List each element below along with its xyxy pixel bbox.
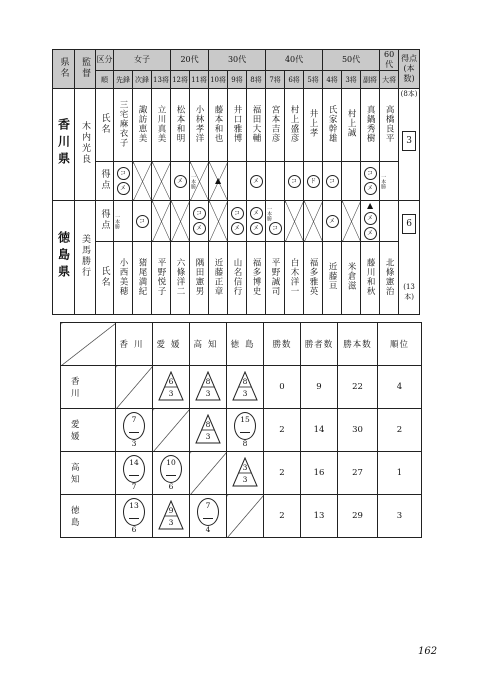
rank-cell: 3 xyxy=(378,495,422,538)
wins-value: 10 xyxy=(166,457,176,467)
player-name: 村上盛彦 xyxy=(289,104,300,143)
position-header: 6将 xyxy=(285,71,304,89)
kagawa-manager: 木内光良 xyxy=(75,89,96,201)
player-name: 北條憲治 xyxy=(384,257,395,296)
win-circle xyxy=(123,412,145,448)
result-cell xyxy=(227,409,264,452)
player-name: 猪尾満紀 xyxy=(137,257,147,296)
points-cell: 27 xyxy=(338,452,378,495)
player-name-cell xyxy=(133,242,152,315)
rank-cell: 1 xyxy=(378,452,422,495)
group-header: 50代 xyxy=(323,50,380,71)
player-name-cell xyxy=(114,242,133,315)
win-circle xyxy=(123,498,145,534)
player-name-cell xyxy=(285,242,304,315)
player-name: 小西美穂 xyxy=(118,257,128,296)
score-mark-cell xyxy=(247,162,266,201)
player-name: 平野誠司 xyxy=(270,257,281,296)
score-mark-cell xyxy=(380,201,399,242)
position-header: 大将 xyxy=(380,71,399,89)
team-name: 高知 xyxy=(61,452,116,495)
group-header: 20代 xyxy=(171,50,209,71)
points-value: 4 xyxy=(205,524,211,534)
waza-mark: コ xyxy=(193,207,206,220)
winners-cell: 9 xyxy=(301,366,338,409)
wins-value: 8 xyxy=(242,376,248,386)
score-mark-cell xyxy=(114,201,133,242)
win-circle xyxy=(123,455,145,491)
player-name-cell xyxy=(342,89,361,162)
position-header: 12将 xyxy=(171,71,190,89)
waza-mark: メ xyxy=(117,182,130,195)
waza-mark: コ xyxy=(288,175,301,188)
group-header: 40代 xyxy=(266,50,323,71)
corner-cell xyxy=(61,323,116,366)
points-cell: 29 xyxy=(338,495,378,538)
column-header: 高知 xyxy=(190,323,227,366)
player-name-cell xyxy=(152,242,171,315)
score-mark-cell xyxy=(171,201,190,242)
group-header: 60代 xyxy=(380,50,399,71)
team-name: 香川 xyxy=(61,366,116,409)
result-cell xyxy=(190,495,227,538)
points-value: 3 xyxy=(205,388,211,398)
column-header: 勝者数 xyxy=(301,323,338,366)
player-name-cell xyxy=(380,89,399,162)
player-name: 福多博史 xyxy=(251,257,262,296)
score-mark-cell xyxy=(171,162,190,201)
waza-mark: メ xyxy=(193,222,206,235)
waza-mark: メ xyxy=(250,175,263,188)
player-name: 藤川和秋 xyxy=(365,257,376,296)
player-name: 藤本和也 xyxy=(213,104,224,143)
score-mark-cell xyxy=(361,162,380,201)
column-header: 勝本数 xyxy=(338,323,378,366)
waza-mark: メ xyxy=(231,222,244,235)
points-value: 3 xyxy=(168,517,174,527)
player-name-cell xyxy=(361,89,380,162)
player-name: 白木洋一 xyxy=(289,257,300,296)
rank-cell: 4 xyxy=(378,366,422,409)
result-cell xyxy=(116,409,153,452)
team-total-cell xyxy=(399,201,420,315)
position-header: 次鋒 xyxy=(133,71,152,89)
position-header: 13将 xyxy=(152,71,171,89)
waza-mark: コ xyxy=(326,175,339,188)
score-label: 得点 xyxy=(96,162,114,201)
column-header: 順位 xyxy=(378,323,422,366)
result-cell xyxy=(116,366,153,409)
score-mark-cell xyxy=(342,201,361,242)
fraction-line xyxy=(166,475,176,476)
wins-value: 6 xyxy=(168,376,174,386)
result-cell xyxy=(227,495,264,538)
wins-value: 9 xyxy=(168,505,174,515)
wins-value: 7 xyxy=(131,414,137,424)
column-header: 徳島 xyxy=(227,323,264,366)
result-cell xyxy=(190,409,227,452)
waza-mark: コ xyxy=(136,215,149,228)
wins-cell: 0 xyxy=(264,366,301,409)
score-mark-cell xyxy=(133,162,152,201)
fraction-line xyxy=(240,432,250,433)
winners-cell: 13 xyxy=(301,495,338,538)
honsu-count: (8本) xyxy=(400,90,418,98)
team-points: 6 xyxy=(402,214,416,234)
player-name-cell xyxy=(323,89,342,162)
player-name-cell xyxy=(114,89,133,162)
player-name-cell xyxy=(361,242,380,315)
player-name-cell xyxy=(190,242,209,315)
loss-triangle xyxy=(158,371,184,401)
ippon-win-note: 一本勝 xyxy=(114,213,120,229)
group-header: 女子 xyxy=(114,50,171,71)
points-value: 3 xyxy=(242,388,248,398)
position-header: 8将 xyxy=(247,71,266,89)
position-header: 4将 xyxy=(323,71,342,89)
column-header: 香川 xyxy=(116,323,153,366)
score-mark-cell xyxy=(209,162,228,201)
loss-triangle xyxy=(195,371,221,401)
win-circle xyxy=(160,455,182,491)
result-cell xyxy=(153,495,190,538)
position-header: 11将 xyxy=(190,71,209,89)
player-name-cell xyxy=(285,89,304,162)
points-value: 7 xyxy=(131,481,137,491)
player-name: 高橋良平 xyxy=(384,104,395,143)
player-name-cell xyxy=(209,89,228,162)
player-name: 村上誠 xyxy=(346,109,357,138)
winners-cell: 16 xyxy=(301,452,338,495)
fraction-line xyxy=(203,518,213,519)
player-name: 真鍋秀樹 xyxy=(365,104,376,143)
wins-value: 8 xyxy=(205,376,211,386)
player-name-cell xyxy=(304,89,323,162)
win-circle xyxy=(234,412,256,448)
player-name: 平野悦子 xyxy=(156,257,167,296)
score-mark-cell xyxy=(304,162,323,201)
winners-cell: 14 xyxy=(301,409,338,452)
score-mark-cell xyxy=(228,201,247,242)
score-mark-cell xyxy=(247,201,266,242)
standings-row xyxy=(61,495,422,538)
points-cell: 30 xyxy=(338,409,378,452)
score-label: 得点 xyxy=(96,201,114,242)
ippon-win-note: 一本勝 xyxy=(380,173,387,189)
tokushima-prefecture: 徳島県 xyxy=(53,201,75,315)
points-value: 6 xyxy=(168,481,174,491)
player-name: 立川真美 xyxy=(156,104,167,143)
score-mark-cell xyxy=(323,162,342,201)
column-header: 愛媛 xyxy=(153,323,190,366)
player-name: 近藤亘 xyxy=(327,262,338,291)
player-name: 山名信行 xyxy=(232,257,243,296)
player-name-cell xyxy=(266,89,285,162)
score-mark-cell xyxy=(114,162,133,201)
waza-mark: メ xyxy=(364,227,377,240)
score-mark-cell xyxy=(190,201,209,242)
division-header: 区分 xyxy=(96,50,114,71)
fraction-line xyxy=(129,475,139,476)
wins-value: 8 xyxy=(205,419,211,429)
waza-mark: メ xyxy=(250,222,263,235)
fraction-line xyxy=(129,518,139,519)
player-name: 氏家幹雄 xyxy=(327,104,338,143)
player-name-cell xyxy=(342,242,361,315)
score-mark-cell xyxy=(209,201,228,242)
waza-mark: コ xyxy=(231,207,244,220)
score-mark-cell xyxy=(266,162,285,201)
score-mark-cell xyxy=(323,201,342,242)
player-name-cell xyxy=(380,242,399,315)
honsu-count: (13本) xyxy=(403,282,415,301)
position-header: 副将 xyxy=(361,71,380,89)
result-cell xyxy=(227,366,264,409)
player-name-cell xyxy=(228,242,247,315)
page-number: 162 xyxy=(418,646,438,657)
result-cell xyxy=(190,452,227,495)
score-mark-cell xyxy=(342,162,361,201)
points-value: 3 xyxy=(168,388,174,398)
waza-mark: メ xyxy=(250,207,263,220)
position-header: 先鋒 xyxy=(114,71,133,89)
player-name-cell xyxy=(266,242,285,315)
wins-value: 3 xyxy=(242,462,248,472)
win-circle xyxy=(197,498,219,534)
waza-mark: メ xyxy=(364,182,377,195)
team-name: 愛媛 xyxy=(61,409,116,452)
score-mark-cell xyxy=(285,162,304,201)
name-label: 氏名 xyxy=(96,242,114,315)
waza-mark: ド xyxy=(307,175,320,188)
player-name-cell xyxy=(304,242,323,315)
wins-cell: 2 xyxy=(264,495,301,538)
player-name-cell xyxy=(247,242,266,315)
standings-table xyxy=(60,322,422,538)
player-name-cell xyxy=(190,89,209,162)
waza-mark: メ xyxy=(326,215,339,228)
player-name-cell xyxy=(209,242,228,315)
points-value: 3 xyxy=(131,438,137,448)
ippon-win-note: 一本勝 xyxy=(190,173,197,189)
decision-triangle: ▲ xyxy=(214,176,222,185)
wins-cell: 2 xyxy=(264,452,301,495)
position-header: 9将 xyxy=(228,71,247,89)
score-mark-cell xyxy=(152,162,171,201)
position-header: 10将 xyxy=(209,71,228,89)
points-cell: 22 xyxy=(338,366,378,409)
score-mark-cell xyxy=(361,201,380,242)
player-name: 松本和明 xyxy=(175,104,186,143)
position-header: 3将 xyxy=(342,71,361,89)
player-name: 近藤正章 xyxy=(213,257,224,296)
ippon-win-note: 一本勝 xyxy=(266,206,273,221)
score-mark-cell xyxy=(304,201,323,242)
waza-mark: コ xyxy=(364,167,377,180)
result-cell xyxy=(153,409,190,452)
player-name: 小林孝洋 xyxy=(194,104,205,143)
player-name-cell xyxy=(171,89,190,162)
waza-mark: コ xyxy=(117,167,130,180)
result-cell xyxy=(190,366,227,409)
wins-value: 7 xyxy=(205,500,211,510)
match-result-table xyxy=(52,49,420,315)
player-name: 福多雅英 xyxy=(308,257,319,296)
player-name: 諏訪恵美 xyxy=(137,104,147,143)
loss-triangle xyxy=(232,457,258,487)
result-cell xyxy=(116,452,153,495)
points-value: 3 xyxy=(205,431,211,441)
fraction-line xyxy=(129,432,139,433)
points-value: 3 xyxy=(242,474,248,484)
score-mark-cell xyxy=(266,201,285,242)
player-name-cell xyxy=(247,89,266,162)
score-mark-cell xyxy=(152,201,171,242)
manager-header: 監督 xyxy=(75,50,96,89)
position-header: 7将 xyxy=(266,71,285,89)
order-header: 順 xyxy=(96,71,114,89)
player-name: 三宅麻衣子 xyxy=(118,99,128,148)
standings-row xyxy=(61,366,422,409)
waza-mark: メ xyxy=(174,175,187,188)
player-name-cell xyxy=(152,89,171,162)
player-name: 米倉滋 xyxy=(346,262,357,291)
wins-value: 15 xyxy=(240,414,250,424)
name-label: 氏名 xyxy=(96,89,114,162)
player-name-cell xyxy=(228,89,247,162)
group-header: 30代 xyxy=(209,50,266,71)
wins-value: 13 xyxy=(129,500,139,510)
result-cell xyxy=(153,452,190,495)
team-name: 徳島 xyxy=(61,495,116,538)
result-cell xyxy=(116,495,153,538)
result-cell xyxy=(153,366,190,409)
player-name: 井口雅博 xyxy=(232,104,243,143)
loss-triangle xyxy=(158,500,184,530)
wins-cell: 2 xyxy=(264,409,301,452)
wins-value: 14 xyxy=(129,457,139,467)
loss-triangle xyxy=(232,371,258,401)
player-name-cell xyxy=(133,89,152,162)
player-name: 宮本吉彦 xyxy=(270,104,281,143)
loss-triangle xyxy=(195,414,221,444)
score-mark-cell xyxy=(380,162,399,201)
tokushima-manager: 美馬勝行 xyxy=(75,201,96,315)
decision-triangle: ▲ xyxy=(366,201,374,210)
player-name: 井上孝 xyxy=(308,109,319,138)
points-value: 8 xyxy=(242,438,248,448)
score-mark-cell xyxy=(190,162,209,201)
standings-row xyxy=(61,452,422,495)
score-mark-cell xyxy=(133,201,152,242)
score-header: 得点(本数) xyxy=(399,50,420,89)
waza-mark: コ xyxy=(269,222,282,235)
score-mark-cell xyxy=(228,162,247,201)
player-name: 六條洋二 xyxy=(175,257,186,296)
kagawa-prefecture: 香川県 xyxy=(53,89,75,201)
standings-row xyxy=(61,409,422,452)
player-name-cell xyxy=(171,242,190,315)
player-name: 隅田憲男 xyxy=(194,257,205,296)
team-total-cell xyxy=(399,89,420,201)
rank-cell: 2 xyxy=(378,409,422,452)
position-header: 5将 xyxy=(304,71,323,89)
player-name: 福田大輔 xyxy=(251,104,262,143)
result-cell xyxy=(227,452,264,495)
score-mark-cell xyxy=(285,201,304,242)
team-points: 3 xyxy=(402,131,416,151)
player-name-cell xyxy=(323,242,342,315)
points-value: 6 xyxy=(131,524,137,534)
column-header: 勝数 xyxy=(264,323,301,366)
waza-mark: メ xyxy=(364,212,377,225)
prefecture-header: 県名 xyxy=(53,50,75,89)
